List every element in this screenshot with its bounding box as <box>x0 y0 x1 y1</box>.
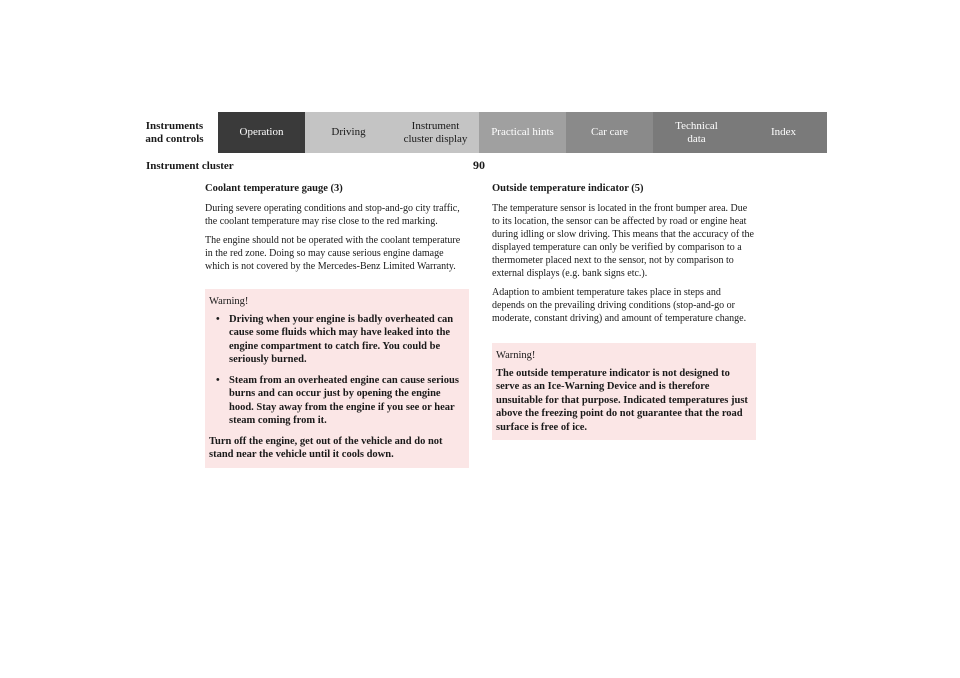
coolant-paragraph-1: During severe operating conditions and stop-and-go city traffic, the coolant temperature may rise close to the red marking. <box>205 203 460 227</box>
chapter-tabs <box>131 112 827 153</box>
section-title: Instrument cluster <box>146 160 234 172</box>
tab-operation[interactable]: Operation <box>218 112 305 153</box>
outside-warning-box <box>492 343 756 440</box>
warning-label: Warning! <box>496 350 536 361</box>
outside-temperature-heading: Outside temperature indicator (5) <box>492 183 644 194</box>
tab-practical-hints[interactable]: Practical hints <box>479 112 566 153</box>
warning-text: Turn off the engine, get out of the vehicle and do not stand near the vehicle until it cools down. <box>209 435 443 460</box>
warning-text: The outside temperature indicator is not designed to serve as an Ice-Warning Device and is therefore unsuitable for that purpose. Indicated temperatures just above the freezing point do not guarantee that the road surface is free of ice. <box>496 367 748 433</box>
tab-technical-data[interactable]: Technical data <box>653 112 740 153</box>
page-number: 90 <box>473 158 485 172</box>
outside-paragraph-2: Adaption to ambient temperature takes place in steps and depends on the prevailing driving conditions (stop-and-go or moderate, constant driving) and amount of temperature change. <box>492 287 747 324</box>
coolant-temperature-section <box>205 182 469 468</box>
outside-paragraph-1: The temperature sensor is located in the front bumper area. Due to its location, the sensor can be affected by road or engine heat during idling or slow driving. This means that the accuracy of the displayed temperature can only be verified by comparison to a thermometer placed next to the sensor, not by comparison to external displays (e.g. bank signs etc.). <box>492 203 754 279</box>
coolant-heading: Coolant temperature gauge (3) <box>205 183 343 194</box>
tab-instruments-and-controls[interactable]: Instruments and controls <box>131 112 218 153</box>
warning-bullet-list <box>209 313 465 428</box>
tab-car-care[interactable]: Car care <box>566 112 653 153</box>
warning-bullet: • Steam from an overheated engine can cause serious burns and can occur just by opening the engine hood. Stay away from the engine if you see or hear steam coming from it. <box>209 374 465 428</box>
coolant-warning-box <box>205 289 469 468</box>
warning-label: Warning! <box>209 296 249 307</box>
tab-index[interactable]: Index <box>740 112 827 153</box>
warning-bullet: • Driving when your engine is badly overheated can cause some fluids which may have leaked into the engine compartment to catch fire. You could be seriously burned. <box>209 313 465 367</box>
tab-instrument-cluster-display[interactable]: Instrument cluster display <box>392 112 479 153</box>
tab-driving[interactable]: Driving <box>305 112 392 153</box>
outside-temperature-section <box>492 182 756 440</box>
coolant-paragraph-2: The engine should not be operated with the coolant temperature in the red zone. Doing so may cause serious engine damage which is not covered by the Mercedes-Benz Limited Warranty. <box>205 235 461 272</box>
